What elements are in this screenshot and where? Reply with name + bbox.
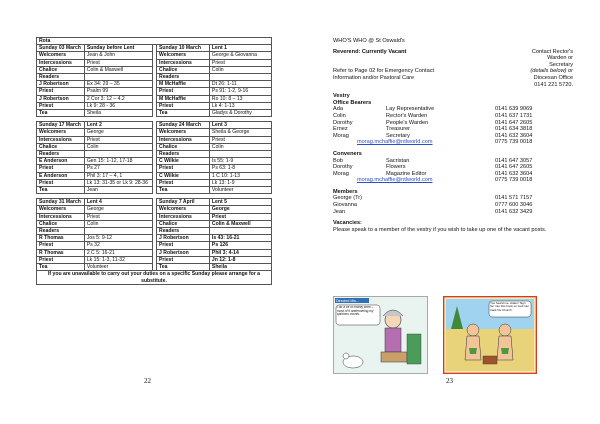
rota-row xyxy=(37,136,272,143)
rota-cell: Colin xyxy=(84,143,152,150)
rota-cell: Priest xyxy=(37,256,85,263)
rota-cell: Readers xyxy=(157,74,210,81)
cartoon-left-text: I do a lot of charity work – most of it undermining my opinions counts. xyxy=(337,306,374,317)
contact-line-1: Contact Rector's xyxy=(531,48,573,55)
rota-cell: Phil 3: 17 – 4, 1 xyxy=(84,172,152,179)
rota-cell: Lk 15: 1-3, 11-32 xyxy=(84,256,152,263)
rota-cell: Tea xyxy=(157,264,210,271)
refer-text: Refer to Page 02 for Emergency Contact xyxy=(333,68,435,75)
person-row xyxy=(333,133,573,140)
person-name: Dorothy xyxy=(333,119,353,126)
rota-row xyxy=(37,129,272,136)
rota-cell: E Anderson xyxy=(37,158,85,165)
rota-cell: Intercessions xyxy=(157,213,210,220)
person-role: People's Warden xyxy=(386,119,429,126)
rota-cell: Ps 32 xyxy=(84,242,152,249)
rota-row xyxy=(37,172,272,179)
info-row xyxy=(333,75,573,82)
rota-cell: C Wilkie xyxy=(157,158,210,165)
rota-cell: M McHaffie xyxy=(157,81,210,88)
rota-row xyxy=(37,66,272,73)
rota-cell: C Wilkie xyxy=(157,172,210,179)
rota-cell: Is 43: 16-21 xyxy=(209,235,271,242)
rota-cell: Ex 34: 29 – 35 xyxy=(84,81,152,88)
rota-cell: 1 C 10: 1-13 xyxy=(209,172,271,179)
rota-cell: George xyxy=(84,206,152,213)
person-row xyxy=(333,195,573,202)
rota-cell xyxy=(209,228,271,235)
person-phone: 0141 632 3604 xyxy=(495,132,533,139)
rota-cell: Sunday 31 March xyxy=(37,199,85,206)
rota-header-row xyxy=(37,45,272,52)
person-name: Jean xyxy=(333,208,346,215)
page-number-right: 23 xyxy=(446,377,453,385)
person-row xyxy=(333,164,573,171)
rota-header-row xyxy=(37,122,272,129)
cartoon-right-text: You heard me, Adam! Sign her into this book so God can track his Church. xyxy=(490,302,530,312)
person-phone: 0141 647 2605 xyxy=(495,164,533,171)
rota-row xyxy=(37,206,272,213)
rota-row xyxy=(37,213,272,220)
rota-cell: Sunday 17 March xyxy=(37,122,85,129)
rota-cell: Ro 10: 8 – 13 xyxy=(209,95,271,102)
rota-cell: M McHaffie xyxy=(157,95,210,102)
rota-cell xyxy=(84,228,152,235)
rota-cell: Tea xyxy=(157,187,210,194)
rota-cell: Readers xyxy=(37,151,85,158)
person-name: Morag xyxy=(333,132,349,139)
rota-cell: Lent 5 xyxy=(209,199,271,206)
rota-cell: Priest xyxy=(37,102,85,109)
person-phone: 0141 571 7157 xyxy=(495,195,533,202)
rota-cell: Welcomers xyxy=(37,206,85,213)
rota-cell: R Thomas xyxy=(37,249,85,256)
rota-cell: Lent 1 xyxy=(209,45,271,52)
rota-row xyxy=(37,249,272,256)
person-row xyxy=(333,202,573,209)
office-email-link[interactable]: morag.mchaffie@ntlworld.com xyxy=(357,139,433,146)
rota-cell: Welcomers xyxy=(157,52,210,59)
rota-cell: Is 55: 1-9 xyxy=(209,158,271,165)
contact-row-3 xyxy=(333,62,573,69)
members-list xyxy=(333,195,573,215)
info-text: Information and/or Pastoral Care xyxy=(333,74,415,81)
rota-row xyxy=(37,158,272,165)
person-phone: 0141 647 2605 xyxy=(495,119,533,126)
rota-cell: Ps 91: 1-2, 9-16 xyxy=(209,88,271,95)
person-row xyxy=(333,171,573,178)
person-name: Morag xyxy=(333,170,349,177)
rota-row xyxy=(37,88,272,95)
rota-cell: Psalm 99 xyxy=(84,88,152,95)
rota-cell: Lent 4 xyxy=(84,199,152,206)
rota-cell: Welcomers xyxy=(157,206,210,213)
rota-cell: Colin & Maxwell xyxy=(209,220,271,227)
person-row xyxy=(333,113,573,120)
cartoon-adam-eve-image xyxy=(443,296,537,374)
rota-cell: J Robertson xyxy=(37,81,85,88)
rota-cell: Intercessions xyxy=(157,136,210,143)
rota-row xyxy=(37,228,272,235)
rota-row xyxy=(37,256,272,263)
rota-cell: Lk 4: 1-13 xyxy=(209,102,271,109)
rota-cell: Priest xyxy=(37,179,85,186)
reverend-label: Reverend: Currently Vacant xyxy=(333,48,407,55)
diocesan-phone-row xyxy=(333,82,573,89)
rota-cell: Gen 15: 1-12, 17-18 xyxy=(84,158,152,165)
right-page xyxy=(300,0,600,424)
rota-row xyxy=(37,264,272,271)
person-role: Flowers xyxy=(386,164,406,171)
person-role: Magazine Editor xyxy=(386,170,427,177)
rota-cell: Priest xyxy=(37,165,85,172)
whos-who xyxy=(333,38,573,233)
rota-row xyxy=(37,179,272,186)
rota-row xyxy=(37,235,272,242)
conveners-title: Conveners xyxy=(333,150,362,157)
rota-cell: Ps 126 xyxy=(209,242,271,249)
person-phone: 0141 634 3818 xyxy=(495,126,533,133)
rota-row xyxy=(37,165,272,172)
rota-cell: Colin & Maxwell xyxy=(84,66,152,73)
rota-cell: Jn 12: 1-8 xyxy=(209,256,271,263)
rota-cell: George & Giovanna xyxy=(209,52,271,59)
rota-cell: Volunteer xyxy=(84,264,152,271)
rota-cell: 2 Cor 3: 12 – 4.2 xyxy=(84,95,152,102)
rota-cell: Priest xyxy=(209,213,271,220)
vacancies-text: Please speak to a member of the vestry if you wish to take up one of the vacant posts. xyxy=(333,226,547,233)
rota-cell: Priest xyxy=(209,136,271,143)
person-phone: 0777 600 3046 xyxy=(495,202,533,209)
rota-footnote: If you are unavailable to carry out your duties on a specific Sunday please arrange for a substitute. xyxy=(37,271,272,284)
rota-cell: 2 C 5: 16-21 xyxy=(84,249,152,256)
rota-cell: Readers xyxy=(157,228,210,235)
rota-cell: Sheila xyxy=(209,264,271,271)
person-name: Dorothy xyxy=(333,164,353,171)
person-role: Lay Representative xyxy=(386,106,435,113)
conveners-email-row xyxy=(333,177,573,184)
rota-cell xyxy=(209,74,271,81)
person-role: Sacristan xyxy=(386,157,410,164)
conveners-list xyxy=(333,158,573,178)
rota-cell: Tea xyxy=(37,264,85,271)
rota-cell: Readers xyxy=(157,151,210,158)
rota-title: Rota xyxy=(37,38,272,45)
rota-cell xyxy=(209,151,271,158)
rota-header-row xyxy=(37,199,272,206)
rota-row xyxy=(37,143,272,150)
vestry-title: Vestry xyxy=(333,93,350,100)
rota-row xyxy=(37,59,272,66)
rota-cell: Priest xyxy=(157,88,210,95)
rota-cell: Chalice xyxy=(157,143,210,150)
person-name: Ernez xyxy=(333,126,348,133)
rota-cell: Welcomers xyxy=(37,52,85,59)
rota-cell: Priest xyxy=(84,213,152,220)
rota-cell: Sunday 03 March xyxy=(37,45,85,52)
cartoon-charity-image xyxy=(333,296,428,374)
rota-cell: Jean & John xyxy=(84,52,152,59)
rota-footnote-row xyxy=(37,271,272,284)
rota-table xyxy=(36,37,272,285)
person-row xyxy=(333,126,573,133)
rota-cell: Readers xyxy=(37,228,85,235)
rota-cell: Chalice xyxy=(157,220,210,227)
rota-cell: Priest xyxy=(157,242,210,249)
rota-cell: Priest xyxy=(84,59,152,66)
cartoon-left-caption: Directed Mis... xyxy=(336,298,359,303)
rota-cell: Jean xyxy=(84,187,152,194)
rota-cell: Volunteer xyxy=(209,187,271,194)
rota-cell: E Anderson xyxy=(37,172,85,179)
office-email-row xyxy=(333,139,573,146)
person-name: Bob xyxy=(333,157,343,164)
refer-row xyxy=(333,68,573,75)
person-role: Rector's Warden xyxy=(386,112,428,119)
rota-cell: J Robertson xyxy=(157,235,210,242)
diocesan-phone: 0141 221 5720. xyxy=(534,81,573,88)
rota-cell: Priest xyxy=(209,59,271,66)
rota-row xyxy=(37,81,272,88)
whos-who-title: WHO'S WHO @ St Oswald's xyxy=(333,38,405,44)
person-row xyxy=(333,106,573,113)
rota-cell: Sunday 7 April xyxy=(157,199,210,206)
rota-cell: Jos 5: 9-12 xyxy=(84,235,152,242)
refer-right: (details below) or xyxy=(530,68,573,75)
contact-line-2: Warden or xyxy=(547,55,573,62)
office-bearers-list xyxy=(333,106,573,139)
rota-cell: Welcomers xyxy=(37,129,85,136)
rota-cell: Colin xyxy=(209,66,271,73)
rota-row xyxy=(37,187,272,194)
person-row xyxy=(333,209,573,216)
rota-cell: Sunday 24 March xyxy=(157,122,210,129)
conveners-email-link[interactable]: morag.mchaffie@ntlworld.com xyxy=(357,177,433,184)
rota-cell: George xyxy=(209,206,271,213)
rota-cell: Sunday 10 March xyxy=(157,45,210,52)
rota-cell: J Robertson xyxy=(37,95,85,102)
info-right: Diocesan Office xyxy=(533,74,573,81)
reverend-row xyxy=(333,49,573,56)
rota-cell: Readers xyxy=(37,74,85,81)
vacancies-title: Vacancies: xyxy=(333,220,362,227)
page-number-left: 22 xyxy=(144,377,151,385)
rota-cell: George xyxy=(84,129,152,136)
office-mobile: 0775 739 0018 xyxy=(495,139,533,146)
rota-row xyxy=(37,242,272,249)
rota-cell: Chalice xyxy=(37,143,85,150)
rota-row xyxy=(37,102,272,109)
person-row xyxy=(333,120,573,127)
rota-cell: Priest xyxy=(37,242,85,249)
person-phone: 0141 647 3057 xyxy=(495,157,533,164)
rota-cell: Lent 2 xyxy=(84,122,152,129)
rota-row xyxy=(37,74,272,81)
rota-cell: Phil 3: 4-14 xyxy=(209,249,271,256)
rota-cell: Chalice xyxy=(37,220,85,227)
rota-row xyxy=(37,52,272,59)
rota-cell: Tea xyxy=(157,110,210,117)
rota-cell: Priest xyxy=(157,179,210,186)
rota-cell: Ps 27 xyxy=(84,165,152,172)
rota-cell: Priest xyxy=(157,165,210,172)
rota-row xyxy=(37,151,272,158)
person-role: Secretary xyxy=(386,132,410,139)
rota-cell: Intercessions xyxy=(37,213,85,220)
rota-row xyxy=(37,95,272,102)
rota-cell: Priest xyxy=(37,88,85,95)
rota-cell: Priest xyxy=(157,256,210,263)
person-name: George (Tr) xyxy=(333,195,363,202)
rota-cell: J Robertson xyxy=(157,249,210,256)
rota-cell: R Thomas xyxy=(37,235,85,242)
person-name: Ada xyxy=(333,106,343,113)
rota-cell: Welcomers xyxy=(157,129,210,136)
office-bearers-title: Office Bearers xyxy=(333,99,372,106)
rota-cell: Chalice xyxy=(157,66,210,73)
conveners-mobile: 0775 739 0018 xyxy=(495,177,533,184)
rota-row xyxy=(37,110,272,117)
rota-cell: Lk 13: 1-9 xyxy=(209,179,271,186)
rota-cell: Intercessions xyxy=(37,59,85,66)
person-row xyxy=(333,158,573,165)
rota-cell: Ps 63: 1-8 xyxy=(209,165,271,172)
rota-cell: Lk 13: 31-35 or Lk 9: 28-36 xyxy=(84,179,152,186)
person-name: Colin xyxy=(333,112,346,119)
rota-cell: Sunday before Lent xyxy=(84,45,152,52)
rota-cell: Lent 3 xyxy=(209,122,271,129)
rota-cell: Tea xyxy=(37,110,85,117)
rota-cell: Chalice xyxy=(37,66,85,73)
rota-cell: Sheila & George xyxy=(209,129,271,136)
contact-row-2 xyxy=(333,55,573,62)
person-name: Giovanna xyxy=(333,202,357,209)
rota-cell: Priest xyxy=(84,136,152,143)
rota-cell: Tea xyxy=(37,187,85,194)
person-phone: 0141 632 3429 xyxy=(495,208,533,215)
members-title: Members xyxy=(333,188,358,195)
rota-cell: Intercessions xyxy=(37,136,85,143)
rota-cell: Colin xyxy=(209,143,271,150)
rota-cell: Colin xyxy=(84,220,152,227)
contact-line-3: Secretary xyxy=(549,61,573,68)
rota-row xyxy=(37,220,272,227)
rota-cell xyxy=(84,74,152,81)
rota-cell: Priest xyxy=(157,102,210,109)
person-phone: 0141 637 1731 xyxy=(495,112,533,119)
rota-cell: Dt 26: 1-11 xyxy=(209,81,271,88)
rota-cell xyxy=(84,151,152,158)
person-phone: 0141 639 9069 xyxy=(495,106,533,113)
rota-cell: Gladys & Dorothy xyxy=(209,110,271,117)
rota-cell: Sheila xyxy=(84,110,152,117)
rota-cell: Intercessions xyxy=(157,59,210,66)
person-role: Treasurer xyxy=(386,126,411,133)
person-phone: 0141 632 3604 xyxy=(495,170,533,177)
rota-cell: Lk 9: 28 - 36 xyxy=(84,102,152,109)
